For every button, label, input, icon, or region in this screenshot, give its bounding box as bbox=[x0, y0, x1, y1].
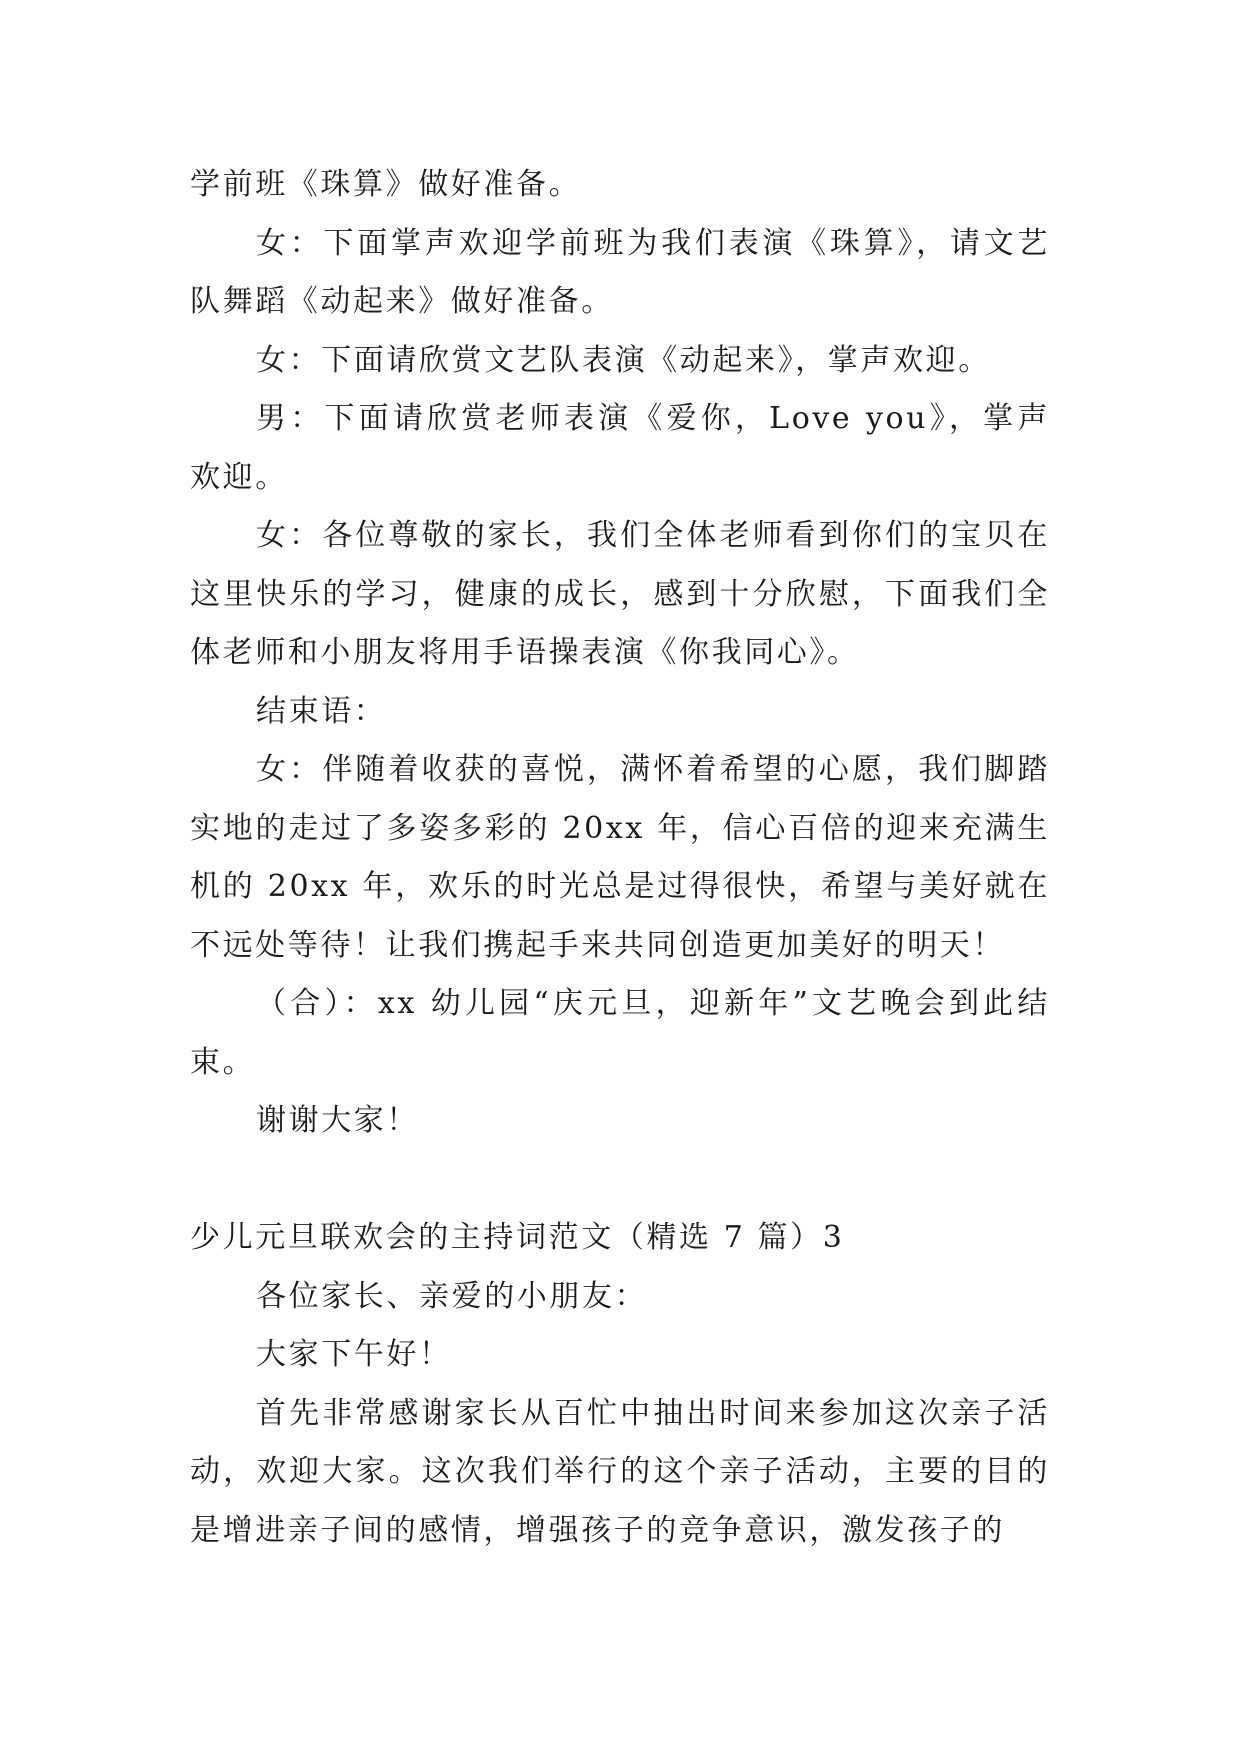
paragraph-closing-label: 结束语： bbox=[256, 693, 387, 729]
paragraph-thanks: 谢谢大家！ bbox=[256, 1103, 419, 1138]
paragraph-continuation: 学前班《珠算》做好准备。 bbox=[190, 167, 582, 202]
paragraph-intro: 首先非常感谢家长从百忙中抽出时间来参加这次亲子活动，欢迎大家。这次我们举行的这个亲子活动，主要的目的是增进亲子间的感情，增强孩子的竞争意识，激发孩子的 bbox=[190, 1395, 1050, 1548]
paragraph-host-line: 男：下面请欣赏老师表演《爱你，Love you》，掌声欢迎。 bbox=[190, 401, 1050, 495]
paragraph-greeting: 大家下午好！ bbox=[256, 1337, 452, 1372]
section-heading: 少儿元旦联欢会的主持词范文（精选 7 篇）3 bbox=[190, 1220, 845, 1255]
document-body bbox=[190, 156, 1050, 1560]
paragraph-closing-speech: 女：伴随着收获的喜悦，满怀着希望的心愿，我们脚踏实地的走过了多姿多彩的 20xx 年，信心百倍的迎来充满生机的 20xx 年，欢乐的时光总是过得很快，希望与美好就在不远处等待！让我们携起手来共同创造更加美好的明天！ bbox=[190, 752, 1050, 963]
paragraph-host-line: 女：各位尊敬的家长，我们全体老师看到你们的宝贝在这里快乐的学习，健康的成长，感到十分欣慰，下面我们全体老师和小朋友将用手语操表演《你我同心》。 bbox=[190, 518, 1050, 670]
blank-line bbox=[190, 1151, 1050, 1210]
paragraph-closing-together: （合）：xx 幼儿园“庆元旦，迎新年”文艺晚会到此结束。 bbox=[190, 986, 1050, 1080]
paragraph-greeting: 各位家长、亲爱的小朋友： bbox=[256, 1278, 648, 1314]
paragraph-host-line: 女：下面请欣赏文艺队表演《动起来》，掌声欢迎。 bbox=[256, 342, 991, 378]
paragraph-host-line: 女：下面掌声欢迎学前班为我们表演《珠算》，请文艺队舞蹈《动起来》做好准备。 bbox=[190, 225, 1050, 319]
